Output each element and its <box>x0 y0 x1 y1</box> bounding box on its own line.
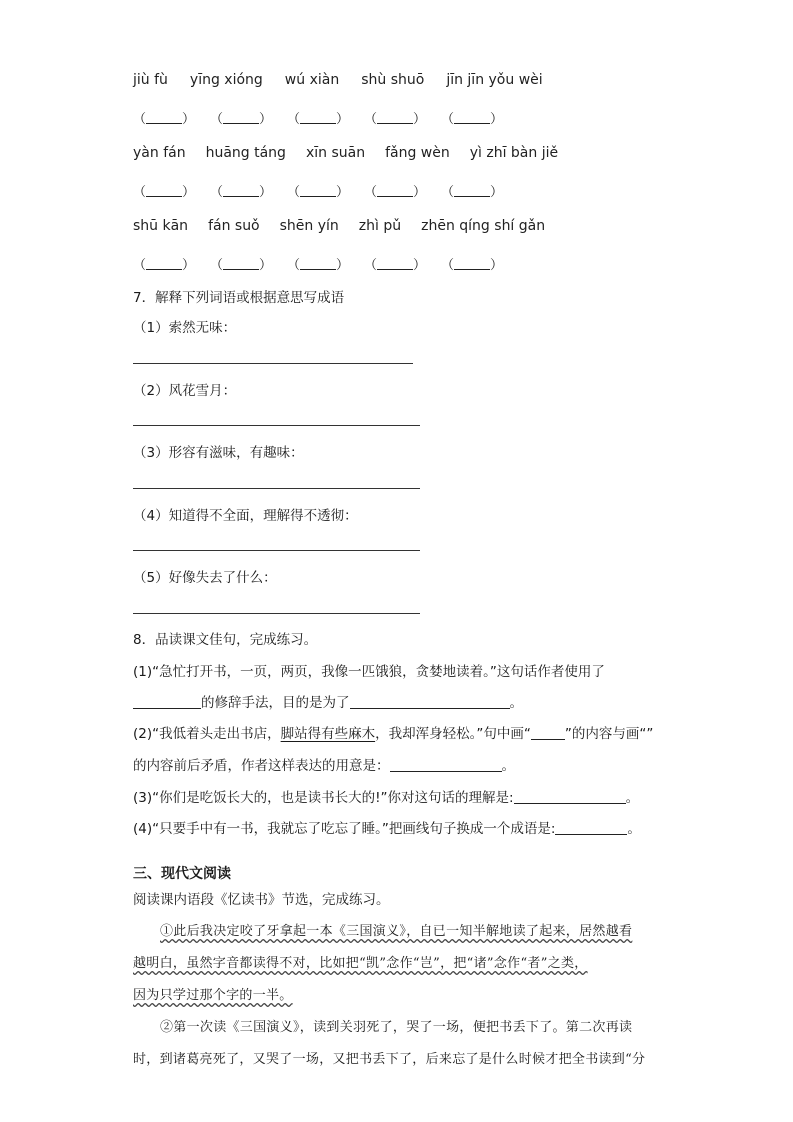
answer-blank[interactable]: （ ） <box>441 258 504 273</box>
section-intro: 阅读课内语段《忆读书》节选，完成练习。 <box>133 892 390 908</box>
answer-blank[interactable]: （ ） <box>364 112 427 127</box>
passage-para-1-line-2: 越明白，虽然字音都读得不对，比如把“凯”念作“岂”，把“诸”念作“者”之类， <box>133 956 588 971</box>
question-7-item-1: （1）索然无味： <box>133 320 237 336</box>
passage-para-1-line-1: ①此后我决定咬了牙拿起一本《三国演义》，自已一知半解地读了起来，居然越看 <box>160 924 633 939</box>
fill-blank[interactable] <box>531 727 565 740</box>
pinyin-item: yīng xióng <box>189 72 263 88</box>
passage-para-2-line-2: 时，到诸葛亮死了，又哭了一场，又把书丢下了，后来忘了是什么时候才把全书读到“分 <box>133 1052 646 1067</box>
pinyin-item: shù shuō <box>361 72 425 88</box>
passage-para-1-line-3: 因为只学过那个字的一半。 <box>133 988 293 1003</box>
question-7-item-4: （4）知道得不全面，理解得不透彻： <box>133 508 358 524</box>
blank-row-3 <box>133 254 518 273</box>
pinyin-item: fǎng wèn <box>385 145 450 161</box>
question-8-line-6: (4)“只要手中有一书，我就忘了吃忘了睡。”把画线句子换成一个成语是: 。 <box>133 821 641 837</box>
question-7-title: 7．解释下列词语或根据意思写成语 <box>133 290 345 306</box>
answer-blank[interactable]: （ ） <box>210 185 273 200</box>
question-8-title: 8．品读课文佳句，完成练习。 <box>133 632 318 648</box>
pinyin-item: huāng táng <box>205 145 286 161</box>
pinyin-item: yì zhī bàn jiě <box>469 145 559 161</box>
fill-blank[interactable] <box>514 791 626 804</box>
pinyin-item: zhēn qíng shí gǎn <box>421 218 546 234</box>
answer-line[interactable] <box>133 550 420 551</box>
answer-line[interactable] <box>133 425 420 426</box>
answer-blank[interactable]: （ ） <box>133 185 196 200</box>
answer-line[interactable] <box>133 613 420 614</box>
answer-blank[interactable]: （ ） <box>210 258 273 273</box>
passage-para-2-line-1: ②第一次读《三国演义》，读到关羽死了，哭了一场，便把书丢下了。第二次再读 <box>160 1020 633 1035</box>
answer-blank[interactable]: （ ） <box>133 112 196 127</box>
question-8-line-3: (2)“我低着头走出书店，脚站得有些麻木，我却浑身轻松。”句中画“ ”的内容与画“” <box>133 726 654 742</box>
pinyin-item: zhì pǔ <box>358 218 402 234</box>
underlined-phrase: 脚站得有些麻木 <box>280 726 376 742</box>
pinyin-row-3 <box>133 218 545 234</box>
pinyin-item: shū kān <box>133 218 189 234</box>
question-8-line-2: 的修辞手法，目的是为了 。 <box>133 691 523 711</box>
answer-blank[interactable]: （ ） <box>287 112 350 127</box>
answer-blank[interactable]: （ ） <box>210 112 273 127</box>
answer-line[interactable] <box>133 363 413 364</box>
question-8-line-4: 的内容前后矛盾，作者这样表达的用意是： 。 <box>133 758 515 774</box>
fill-blank[interactable] <box>133 696 201 709</box>
pinyin-item: fán suǒ <box>208 218 260 234</box>
answer-blank[interactable]: （ ） <box>287 185 350 200</box>
pinyin-row-1 <box>133 72 543 88</box>
answer-line[interactable] <box>133 488 420 489</box>
fill-blank[interactable] <box>350 696 510 709</box>
answer-blank[interactable]: （ ） <box>364 185 427 200</box>
pinyin-item: yàn fán <box>133 145 186 161</box>
blank-row-1 <box>133 108 518 127</box>
section-title: 三、现代文阅读 <box>133 866 231 882</box>
question-7-item-3: （3）形容有滋味，有趣味： <box>133 445 304 461</box>
question-8-line-5: (3)“你们是吃饭长大的，也是读书长大的!”你对这句话的理解是: 。 <box>133 790 640 806</box>
fill-blank[interactable] <box>390 759 502 772</box>
fill-blank[interactable] <box>555 822 627 835</box>
answer-blank[interactable]: （ ） <box>133 258 196 273</box>
pinyin-item: wú xiàn <box>284 72 340 88</box>
pinyin-item: jiù fù <box>133 72 168 88</box>
answer-blank[interactable]: （ ） <box>287 258 350 273</box>
question-8-line-1: (1)“急忙打开书，一页，两页，我像一匹饿狼，贪婪地读着。”这句话作者使用了 <box>133 664 605 680</box>
question-7-item-2: （2）风花雪月： <box>133 383 237 399</box>
answer-blank[interactable]: （ ） <box>364 258 427 273</box>
question-7-item-5: （5）好像失去了什么： <box>133 570 277 586</box>
answer-blank[interactable]: （ ） <box>441 112 504 127</box>
answer-blank[interactable]: （ ） <box>441 185 504 200</box>
pinyin-item: xīn suān <box>305 145 366 161</box>
blank-row-2 <box>133 181 518 200</box>
pinyin-row-2 <box>133 145 558 161</box>
pinyin-item: shēn yín <box>279 218 339 234</box>
pinyin-item: jīn jīn yǒu wèi <box>446 72 543 88</box>
